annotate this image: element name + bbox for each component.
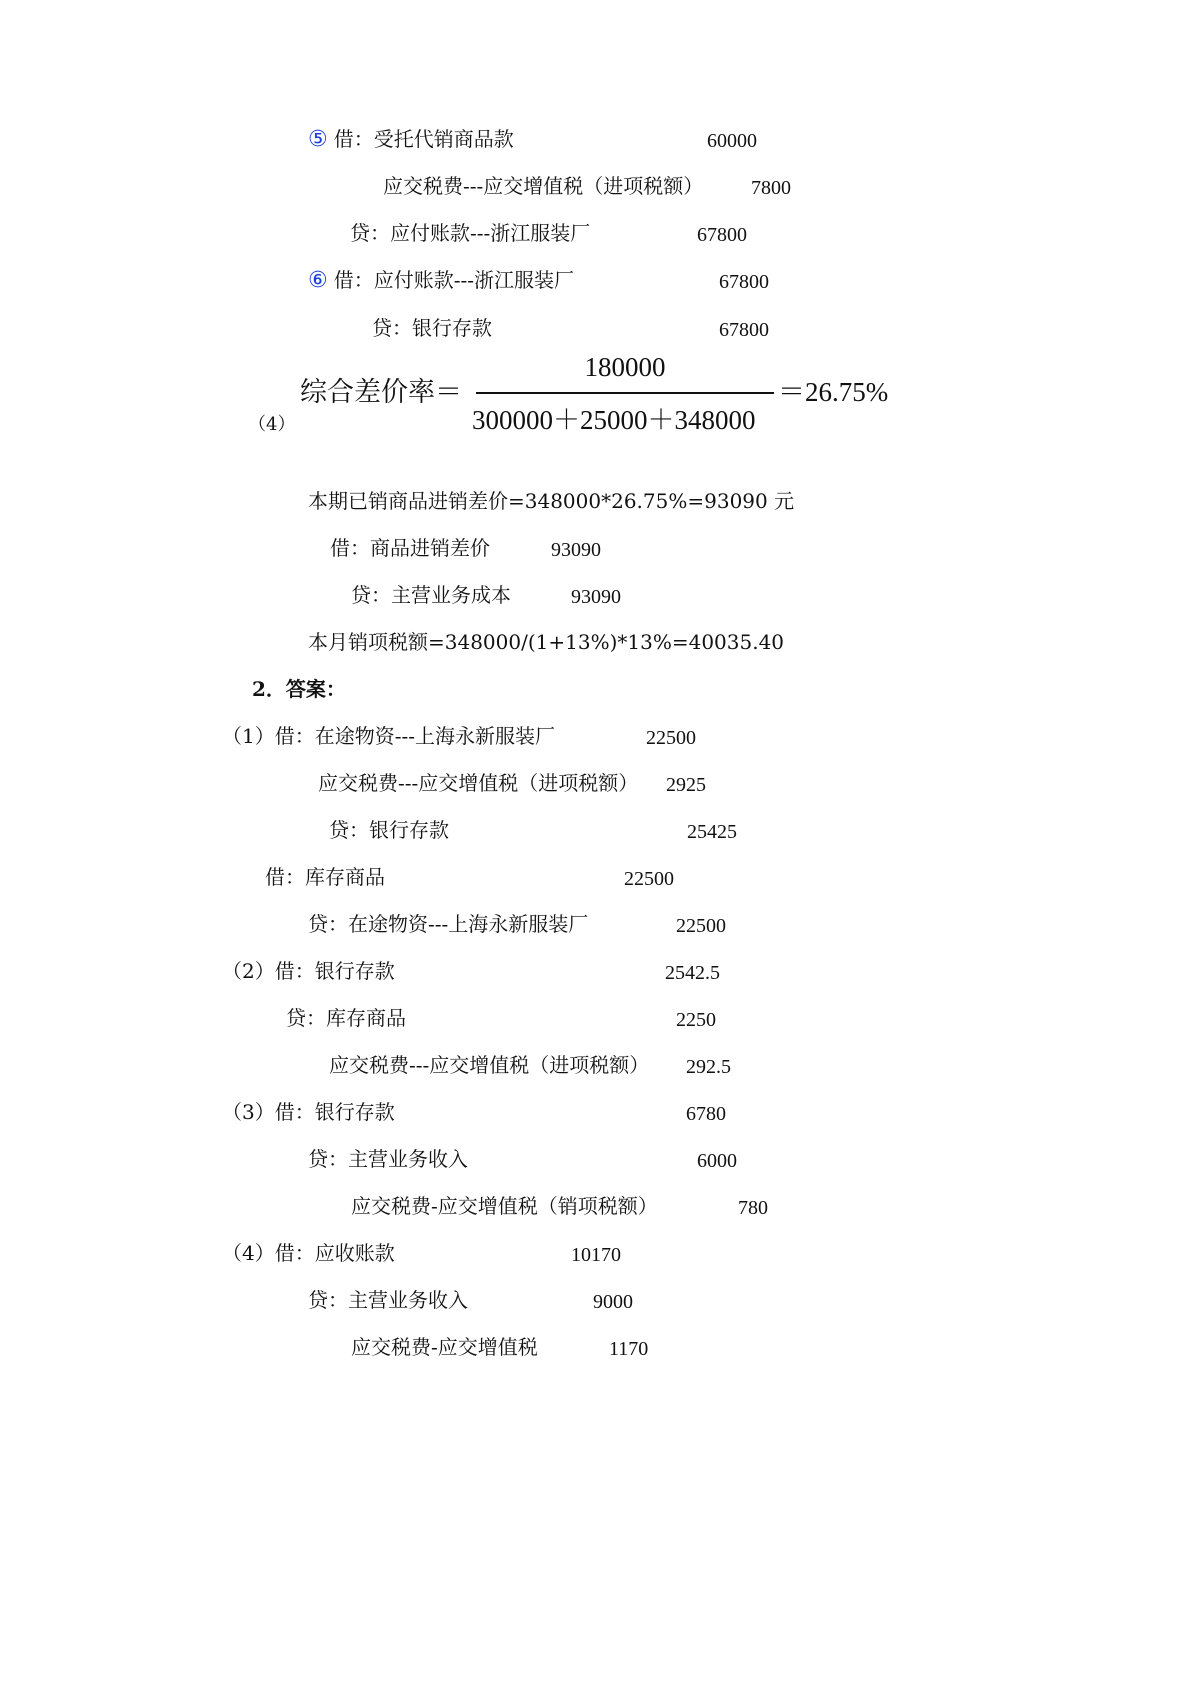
entry-label: 贷：库存商品 [286,1006,406,1030]
entry-amount: 780 [738,1197,768,1219]
entry-amount: 93090 [571,586,621,608]
formula-denominator: 300000＋25000＋348000 [472,405,756,435]
entry-label: 应交税费-应交增值税（销项税额） [351,1194,658,1218]
entry-amount: 2542.5 [665,962,720,984]
entry-amount: 9000 [593,1291,633,1313]
entry-amount: 67800 [719,271,769,293]
circled-number-5: ⑤ [308,127,328,152]
entry-label: 借：受托代销商品款 [333,127,514,151]
entry-label: 借：商品进销差价 [330,536,490,560]
entry-label: （4）借：应收账款 [222,1241,395,1265]
formula-rhs: ＝26.75% [778,377,889,407]
entry-5-debit [308,127,514,152]
entry-label: 贷：银行存款 [372,316,492,340]
circled-number-6: ⑥ [308,268,328,293]
entry-label: 贷：主营业务收入 [308,1288,468,1312]
entry-amount: 292.5 [686,1056,731,1078]
section-heading: 2．答案： [252,677,346,701]
entry-amount: 7800 [751,177,791,199]
entry-amount: 67800 [719,319,769,341]
entry-label: 应交税费---应交增值税（进项税额） [318,771,639,795]
entry-label: 应交税费-应交增值税 [351,1335,538,1359]
entry-amount: 1170 [609,1338,649,1360]
entry-amount: 22500 [676,915,726,937]
entry-label: 应交税费---应交增值税（进项税额） [383,174,704,198]
entry-amount: 10170 [571,1244,621,1266]
entry-amount: 22500 [646,727,696,749]
entry-amount: 60000 [707,130,757,152]
entry-label: （3）借：银行存款 [222,1100,395,1124]
output-tax-text: 本月销项税额=348000/(1+13%)*13%=40035.40 [308,630,785,654]
entry-label: 借：库存商品 [265,865,385,889]
fraction-bar [476,392,774,394]
entry-label: 贷：在途物资---上海永新服装厂 [308,912,589,936]
sold-margin-text: 本期已销商品进销差价=348000*26.75%=93090 元 [308,489,795,513]
entry-label: 应交税费---应交增值税（进项税额） [329,1053,650,1077]
entry-amount: 6000 [697,1150,737,1172]
entry-label: 贷：主营业务收入 [308,1147,468,1171]
formula-numerator: 180000 [584,352,666,382]
entry-label: （1）借：在途物资---上海永新服装厂 [222,724,555,748]
entry-label: 贷：主营业务成本 [351,583,511,607]
entry-label: 借：应付账款---浙江服装厂 [333,268,575,292]
entry-amount: 93090 [551,539,601,561]
entry-amount: 2925 [666,774,706,796]
entry-amount: 67800 [697,224,747,246]
entry-label: 贷：应付账款---浙江服装厂 [350,221,591,245]
entry-amount: 6780 [686,1103,726,1125]
entry-amount: 2250 [676,1009,716,1031]
entry-label: 贷：银行存款 [329,818,449,842]
part-label: （4） [248,414,296,435]
entry-label: （2）借：银行存款 [222,959,395,983]
entry-amount: 25425 [687,821,737,843]
entry-6-debit [308,268,574,293]
formula-lhs: 综合差价率＝ [300,377,462,407]
entry-amount: 22500 [624,868,674,890]
